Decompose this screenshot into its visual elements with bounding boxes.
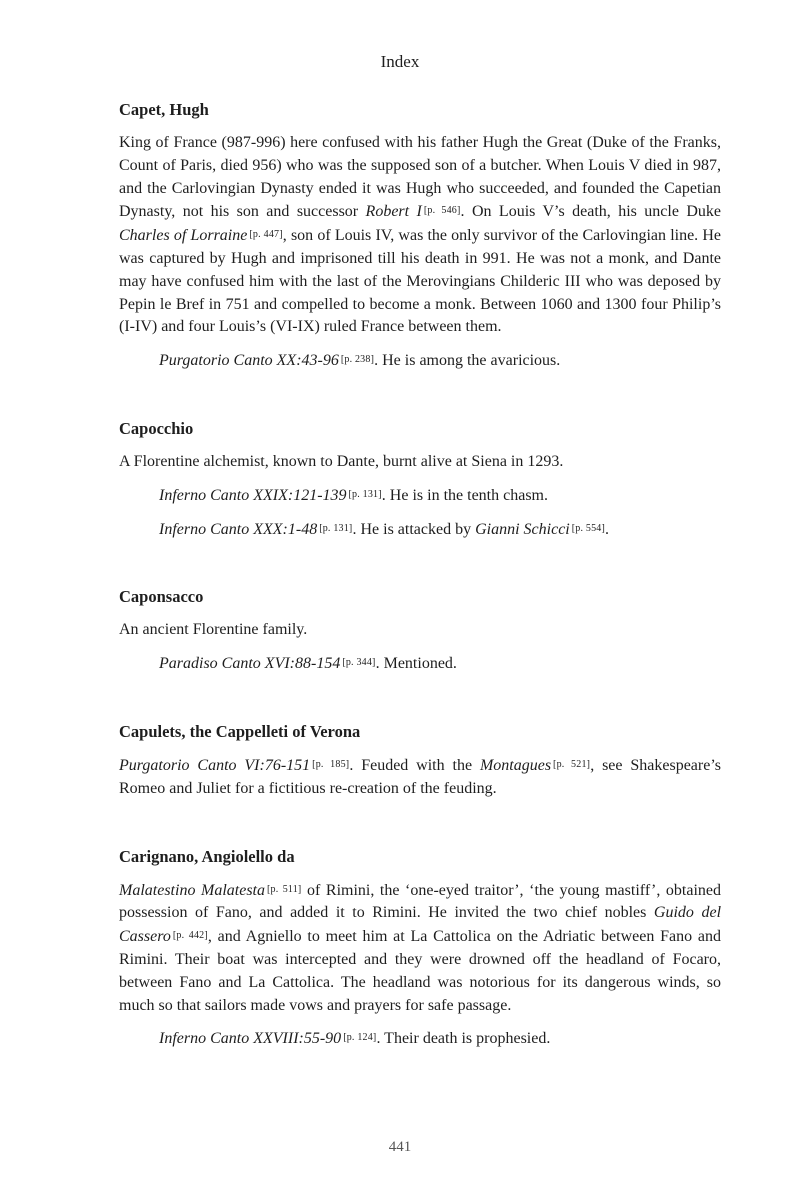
text-run: . He is among the avaricious. <box>374 352 561 370</box>
canto-reference <box>119 518 721 542</box>
text-run: . Feuded with the <box>349 756 480 774</box>
page-header-title: Index <box>380 52 420 71</box>
italic-term: Inferno Canto XXVIII:55-90 <box>159 1030 342 1048</box>
index-entry <box>119 845 721 1052</box>
italic-term: Robert I <box>365 203 422 221</box>
index-entry <box>119 98 721 373</box>
entry-description <box>119 451 721 474</box>
canto-reference <box>119 484 721 508</box>
entry-description <box>119 754 721 801</box>
index-entry <box>119 585 721 676</box>
page-reference-link[interactable]: [p. 131] <box>319 522 353 534</box>
italic-term: Montagues <box>479 756 552 774</box>
canto-reference <box>119 652 721 676</box>
page-reference-link[interactable]: [p. 554] <box>571 522 605 534</box>
entry-heading: Capet, Hugh <box>119 100 209 119</box>
text-run: , see Shakespeare’s Romeo and Juliet for a fictitious re-creation of the feuding. <box>119 756 722 797</box>
italic-term: Purgatorio Canto VI:76-151 <box>119 756 311 774</box>
italic-term: Malatestino Malatesta <box>119 881 265 899</box>
italic-term: Purgatorio Canto XX:43-96 <box>159 352 339 370</box>
entry-description <box>119 879 721 1018</box>
entry-description <box>119 132 721 339</box>
page-reference-link[interactable]: [p. 124] <box>343 1032 377 1044</box>
page-reference-link[interactable]: [p. 238] <box>340 354 375 366</box>
page-reference-link[interactable]: [p. 344] <box>342 657 376 669</box>
page-number: 441 <box>388 1139 412 1155</box>
page-reference-link[interactable]: [p. 511] <box>267 883 302 895</box>
italic-term: Charles of Lorraine <box>119 227 248 245</box>
entry-description <box>119 619 721 642</box>
entry-heading: Carignano, Angiolello da <box>119 846 295 866</box>
text-run: . On Louis V’s death, his uncle Duke <box>460 203 722 221</box>
text-run: A Florentine alchemist, known to Dante, burnt alive at Siena in 1293. <box>119 452 564 470</box>
text-run: of Rimini, the ‘one-eyed traitor’, ‘the young mastiff’, obtained possession of Fano, and added it to Rimini. He invited the two chief nobles <box>119 881 722 922</box>
index-content <box>119 98 721 1095</box>
page-reference-link[interactable]: [p. 546] <box>423 205 461 217</box>
index-entry <box>119 417 721 541</box>
text-run: . <box>605 520 609 538</box>
text-run: . He is in the tenth chasm. <box>381 486 548 504</box>
page-reference-link[interactable]: [p. 131] <box>348 488 382 500</box>
text-run: . Their death is prophesied. <box>376 1030 551 1048</box>
italic-term: Inferno Canto XXIX:121-139 <box>159 486 347 504</box>
index-entry <box>119 720 721 801</box>
page-reference-link[interactable]: [p. 185] <box>312 758 350 770</box>
text-run: . He is attacked by <box>352 520 476 538</box>
italic-term: Inferno Canto XXX:1-48 <box>159 520 318 538</box>
text-run: , and Agniello to meet him at La Cattolica on the Adriatic between Fano and Rimini. Their boat was intercepted and they were drowned off the headland of Focaro, between Fano and La Cattolica. The headland was notorious for its dangerous winds, so much so that sailors made vows and prayers for safe passage. <box>119 928 721 1014</box>
text-run: , son of Louis IV, was the only survivor of the Carlovingian line. He was captured by Hugh and imprisoned till his death in 991. He was not a monk, and Dante may have confused him with the last of the Merovingians Childeric III who was deposed by Pepin le Bref in 751 and compelled to become a monk. Between 1060 and 1300 four Philip’s (I-IV) and four Louis’s (VI-IX) ruled France between them. <box>119 227 721 336</box>
italic-term: Guido del Cassero <box>119 904 722 946</box>
canto-reference <box>119 1027 721 1051</box>
text-run: An ancient Florentine family. <box>119 621 308 639</box>
italic-term: Paradiso Canto XVI:88-154 <box>159 655 341 673</box>
entry-heading: Capocchio <box>119 418 194 438</box>
entry-heading: Caponsacco <box>119 587 204 607</box>
entry-heading: Capulets, the Cappelleti of Verona <box>119 721 361 741</box>
italic-term: Gianni Schicci <box>475 520 570 538</box>
page-reference-link[interactable]: [p. 442] <box>172 930 208 942</box>
page-reference-link[interactable]: [p. 521] <box>553 758 591 770</box>
page-reference-link[interactable]: [p. 447] <box>249 229 283 241</box>
canto-reference <box>119 349 721 373</box>
text-run: King of France (987-996) here confused with his father Hugh the Great (Duke of the Franks, Count of Paris, died 956) who was the supposed son of a butcher. When Louis V died in 987, and the Carlovingian Dynasty ended it was Hugh who succeeded, and founded the Capetian Dynasty, not his son and successor <box>119 134 721 221</box>
text-run: . Mentioned. <box>375 655 457 673</box>
